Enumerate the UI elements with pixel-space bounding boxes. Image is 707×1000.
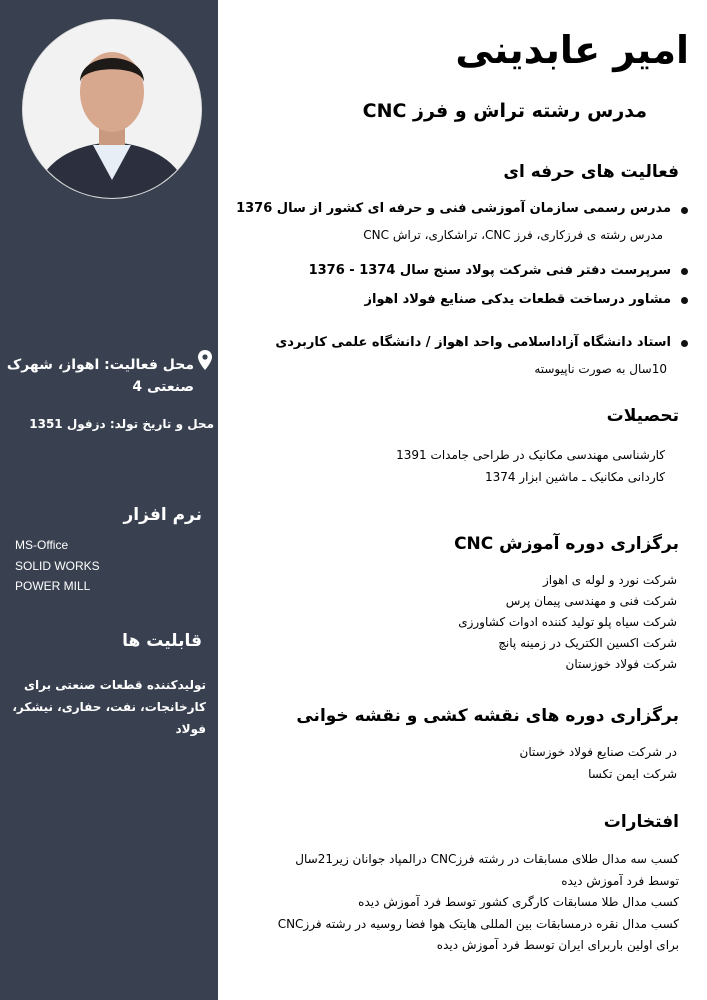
location-line-2: صنعتی 4 [132,379,194,395]
honors-list [209,849,679,957]
drawing-course-item: شرکت ایمن تکسا [588,767,677,781]
honors-heading: افتخارات [603,812,679,832]
cnc-course-item: شرکت سیاه پلو تولید کننده ادوات کشاورزی [458,615,677,629]
sidebar [0,0,218,1000]
cnc-course-item: شرکت فنی و مهندسی پیمان پرس [505,594,677,608]
skills-heading: قابلیت ها [122,631,202,651]
software-item: SOLID WORKS [15,558,100,573]
skills-text [12,674,206,740]
software-item: POWER MILL [15,579,91,593]
cnc-course-item: شرکت فولاد خوزستان [565,657,677,671]
professional-item-detail: مدرس رشته ی فرزکاری، فرز CNC، تراشکاری، تراش CNC [363,228,663,242]
honors-line: کسب مدال نقره درمسابقات بین المللی هایتک هوا فضا روسیه در رشته فرزCNC [277,916,679,931]
education-item: کارشناسی مهندسی مکانیک در طراحی جامدات 1391 [396,448,665,462]
honors-line: برای اولین باربرای ایران توسط فرد آموزش دیده [436,938,679,952]
professional-item: سرپرست دفتر فنی شرکت پولاد سنج سال 1374 - 1376 [308,263,671,278]
birth-info: محل و تاریخ تولد: دزفول 1351 [29,417,214,431]
drawing-courses-list [520,741,677,785]
software-heading: نرم افزار [123,505,202,525]
location-text [7,354,194,398]
cnc-course-item: شرکت نورد و لوله ی اهواز [542,573,677,587]
professional-item: استاد دانشگاه آزاداسلامی واحد اهواز / دانشگاه علمی کاربردی [275,335,671,350]
honors-line: کسب مدال طلا مسابقات کارگری کشور توسط فرد آموزش دیده [358,895,679,909]
software-item: MS-Office [15,538,69,552]
location-line-1: محل فعالیت: اهواز، شهرک [6,357,194,373]
cnc-course-item: شرکت اکسین الکتریک در زمینه پانچ [498,636,677,650]
bullet-icon [681,297,688,304]
person-name: امیر عابدینی [455,28,689,72]
cnc-courses-list [458,570,677,675]
profile-photo [22,19,202,199]
bullet-icon [681,207,688,214]
location-pin-icon [198,350,212,370]
bullet-icon [681,340,688,347]
professional-item: مشاور درساخت قطعات یدکی صنایع فولاد اهواز [364,292,671,307]
education-heading: تحصیلات [606,406,679,426]
skills-line: تولیدکننده قطعات صنعتی برای [24,678,206,692]
drawing-course-item: در شرکت صنایع فولاد خوزستان [519,745,677,759]
professional-heading: فعالیت های حرفه ای [503,162,679,182]
software-list [15,535,100,597]
skills-line: کارخانجات، نفت، حفاری، نیشکر، [12,700,206,714]
cnc-courses-heading: برگزاری دوره آموزش CNC [454,534,679,554]
education-item: کاردانی مکانیک ـ ماشین ابزار 1374 [484,470,665,484]
professional-item: مدرس رسمی سازمان آموزشی فنی و حرفه ای کشور از سال 1376 [236,201,671,216]
education-list [396,444,665,488]
honors-line: کسب سه مدال طلای مسابقات در رشته فرزCNC درالمپاد جوانان زیر21سال [295,852,679,866]
honors-line: توسط فرد آموزش دیده [561,873,679,888]
drawing-courses-heading: برگزاری دوره های نقشه کشی و نقشه خوانی [296,706,679,726]
bullet-icon [681,268,688,275]
portrait-image [23,20,201,198]
skills-line: فولاد [175,722,206,736]
professional-item-detail: 10سال به صورت ناپیوسته [534,362,667,376]
person-title: مدرس رشته تراش و فرز CNC [362,100,647,122]
